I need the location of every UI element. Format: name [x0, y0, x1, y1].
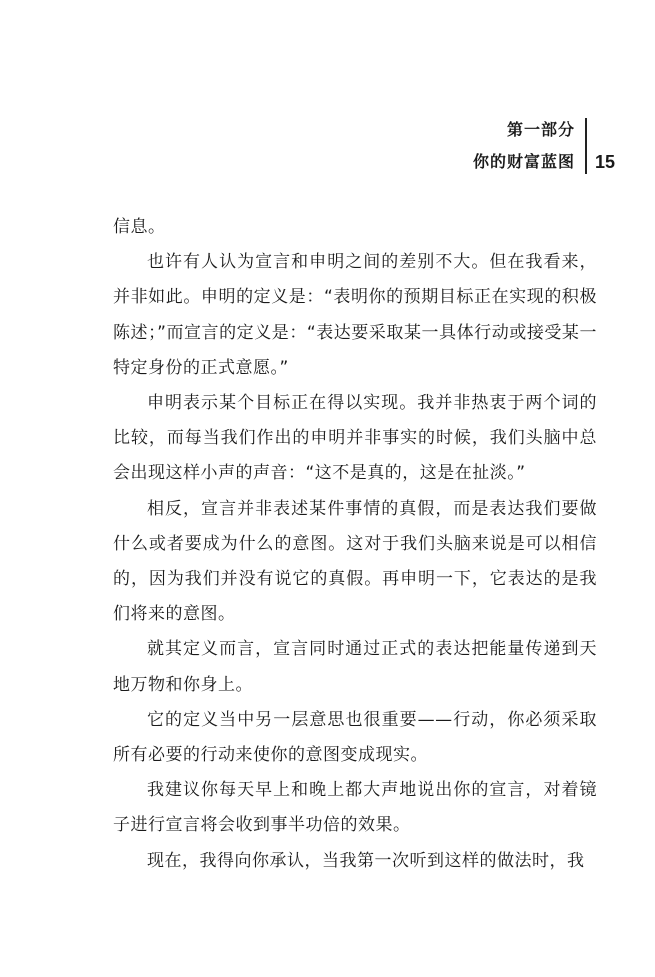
section-title: 你的财富蓝图 [472, 152, 575, 171]
paragraph: 信息。 [113, 217, 166, 237]
running-header [473, 118, 615, 174]
paragraph: 就其定义而言，宣言同时通过正式的表达把能量传递到天地万物和你身上。 [113, 639, 597, 695]
part-title: 第一部分 [506, 120, 575, 139]
paragraph: 相反，宣言并非表述某件事情的真假，而是表达我们要做什么或者要成为什么的意图。这对于我们头脑来说是可以相信的，因为我们并没有说它的真假。再申明一下，它表达的是我们将来的意图。 [113, 498, 597, 625]
paragraph: 也许有人认为宣言和申明之间的差别不大。但在我看来，并非如此。申明的定义是：“表明你的预期目标正在实现的积极陈述；”而宣言的定义是：“表达要采取某一具体行动或接受某一特定身份的正式意愿。” [113, 252, 597, 378]
body-text [113, 210, 597, 879]
paragraph: 它的定义当中另一层意思也很重要——行动，你必须采取所有必要的行动来使你的意图变成现实。 [113, 709, 597, 766]
paragraph: 我建议你每天早上和晚上都大声地说出你的宣言，对着镜子进行宣言将会收到事半功倍的效果。 [113, 780, 597, 836]
page-number: 15 [594, 152, 615, 172]
paragraph: 现在，我得向你承认，当我第一次听到这样的做法时，我 [147, 850, 585, 871]
header-titles [473, 118, 585, 174]
paragraph: 申明表示某个目标正在得以实现。我并非热衷于两个词的比较，而每当我们作出的申明并非事实的时候，我们头脑中总会出现这样小声的声音：“这不是真的，这是在扯淡。” [113, 393, 597, 484]
